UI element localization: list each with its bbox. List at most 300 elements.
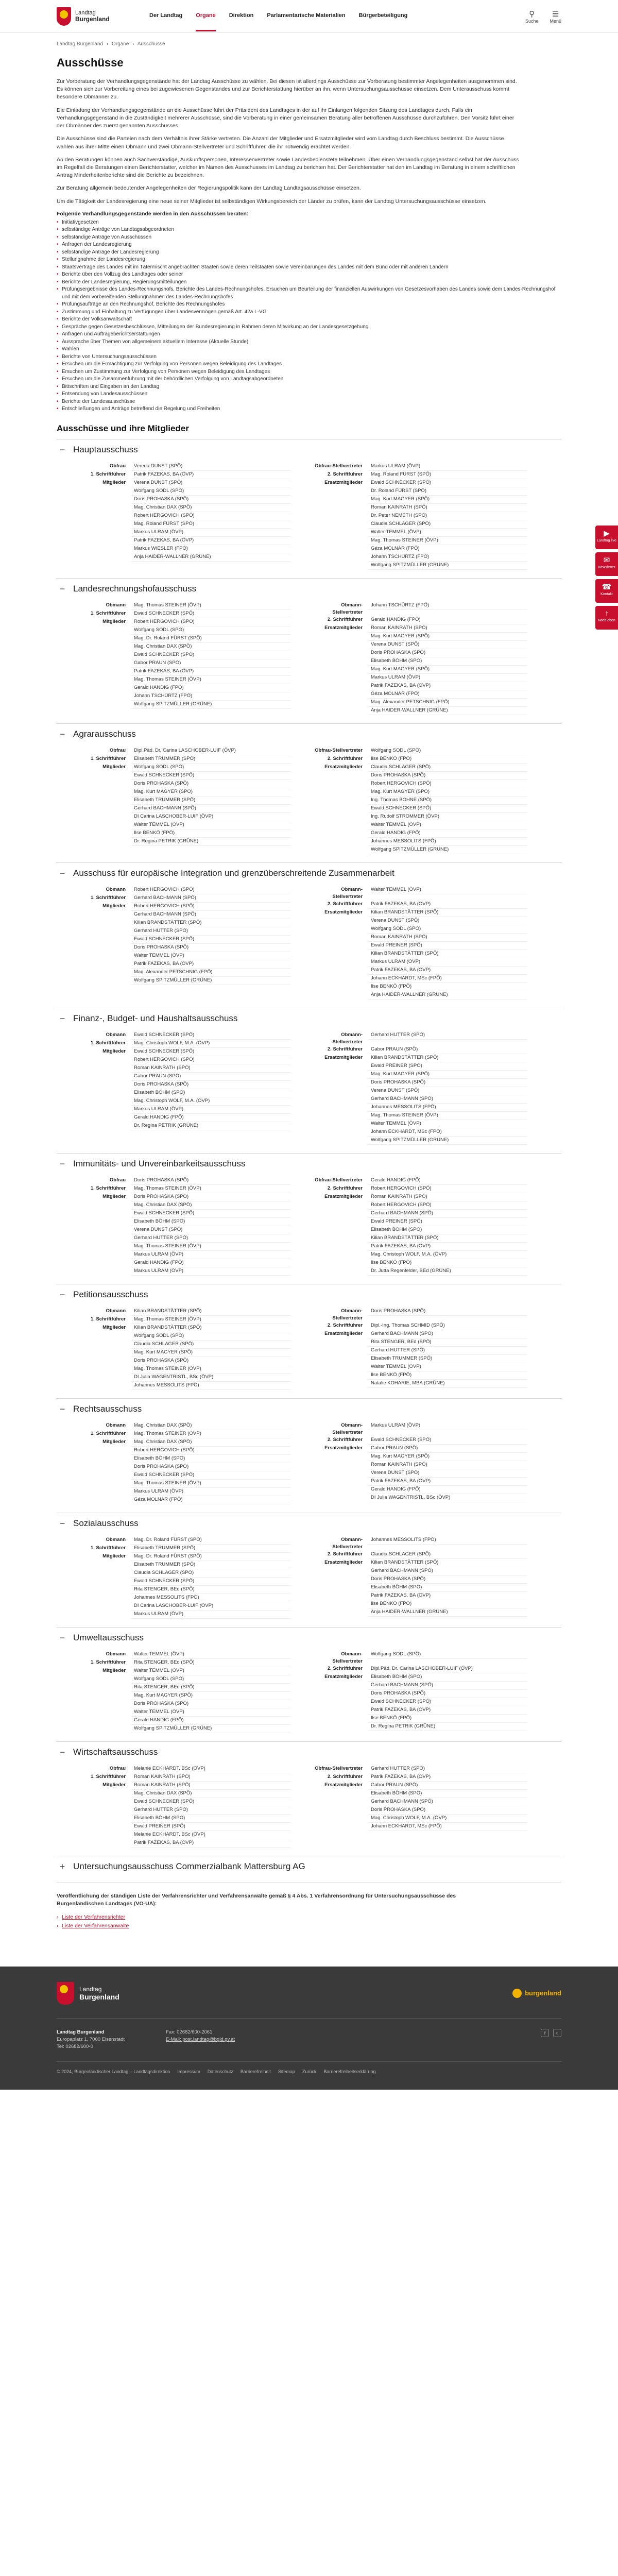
member-name[interactable]: Gerhard BACHMANN (SPÖ): [368, 1330, 527, 1338]
member-name[interactable]: Mag. Christoph WOLF, M.A. (ÖVP): [131, 1040, 290, 1048]
member-name[interactable]: Wolfgang SODL (SPÖ): [131, 1332, 290, 1341]
member-name[interactable]: Dr. Regina PETRIK (GRÜNE): [368, 1723, 527, 1731]
member-name[interactable]: Patrik FAZEKAS, BA (ÖVP): [131, 537, 290, 545]
accordion-header[interactable]: [57, 1154, 561, 1175]
intro-list-item: • Berichte über den Vollzug des Landtages oder seiner: [57, 271, 561, 279]
member-name[interactable]: Doris PROHASKA (SPÖ): [131, 1081, 290, 1089]
member-name[interactable]: Markus ULRAM (ÖVP): [368, 958, 527, 967]
member-name[interactable]: Ilse BENKÖ (FPÖ): [368, 983, 527, 991]
member-name[interactable]: Markus ULRAM (ÖVP): [131, 1267, 290, 1276]
member-name[interactable]: Mag. Christian DAX (SPÖ): [131, 504, 290, 512]
search-button[interactable]: [525, 9, 539, 24]
member-name[interactable]: Mag. Alexander PETSCHNIG (FPÖ): [131, 969, 290, 977]
member-name[interactable]: Ewald SCHNECKER (SPÖ): [131, 610, 290, 618]
member-name[interactable]: Ewald SCHNECKER (SPÖ): [131, 1048, 290, 1056]
member-name[interactable]: Natalie KOHARIE, MBA (GRÜNE): [368, 1380, 527, 1388]
member-name[interactable]: Wolfgang SPITZMÜLLER (GRÜNE): [368, 846, 527, 854]
member-name[interactable]: Gerhard HUTTER (SPÖ): [131, 1234, 290, 1243]
member-name[interactable]: Dr. Jutta Regenfelder, BEd (GRÜNE): [368, 1267, 527, 1276]
minus-icon: −: [59, 1518, 65, 1529]
member-name[interactable]: Kilian BRANDSTÄTTER (SPÖ): [131, 1324, 290, 1332]
member-name[interactable]: Dr. Regina PETRIK (GRÜNE): [131, 838, 290, 846]
member-name[interactable]: Johannes MESSOLITS (FPÖ): [131, 1382, 290, 1390]
member-name[interactable]: Walter TEMMEL (ÖVP): [131, 1667, 290, 1675]
member-name[interactable]: Gerald HANDIG (FPÖ): [368, 829, 527, 838]
member-name[interactable]: Mag. Thomas STEINER (ÖVP): [368, 537, 527, 545]
member-name[interactable]: Robert HERGOVICH (SPÖ): [368, 1185, 527, 1193]
member-name[interactable]: Wolfgang SODL (SPÖ): [368, 1651, 527, 1659]
accordion-header[interactable]: [57, 1628, 561, 1649]
instagram-icon[interactable]: ○: [553, 2029, 561, 2037]
member-name[interactable]: Mag. Thomas STEINER (ÖVP): [131, 1185, 290, 1193]
member-name[interactable]: Rita STENGER, BEd (SPÖ): [131, 1586, 290, 1594]
member-name[interactable]: Elisabeth BÖHM (SPÖ): [131, 1815, 290, 1823]
role-names: [368, 1330, 527, 1388]
member-name[interactable]: Elisabeth BÖHM (SPÖ): [131, 1455, 290, 1463]
member-name[interactable]: Gerhard HUTTER (SPÖ): [131, 1806, 290, 1815]
member-name[interactable]: Dipl.Päd. Dr. Carina LASCHOBER-LUIF (ÖVP): [131, 747, 290, 755]
member-name[interactable]: Doris PROHASKA (SPÖ): [131, 944, 290, 952]
nav-organe[interactable]: Organe: [196, 1, 216, 31]
member-name[interactable]: Patrik FAZEKAS, BA (ÖVP): [131, 1839, 290, 1848]
burgenland-brand-logo[interactable]: [512, 1989, 561, 1998]
member-name[interactable]: Ilse BENKÖ (FPÖ): [368, 1259, 527, 1267]
member-name[interactable]: Gerald HANDIG (FPÖ): [131, 1717, 290, 1725]
member-name[interactable]: Verena DUNST (SPÖ): [368, 1469, 527, 1478]
member-name[interactable]: Mag. Kurt MAGYER (SPÖ): [131, 1349, 290, 1357]
member-name[interactable]: DI Julia WAGENTRISTL, BSc (ÖVP): [368, 1494, 527, 1502]
member-name[interactable]: Kilian BRANDSTÄTTER (SPÖ): [368, 1559, 527, 1567]
member-name[interactable]: Markus WIESLER (FPÖ): [131, 545, 290, 553]
member-name[interactable]: Gerhard HUTTER (SPÖ): [368, 1031, 527, 1040]
accordion-header[interactable]: [57, 1742, 561, 1763]
member-name[interactable]: Elisabeth TRUMMER (SPÖ): [131, 1545, 290, 1553]
member-name[interactable]: Roman KAINRATH (SPÖ): [368, 504, 527, 512]
member-name[interactable]: Mag. Thomas STEINER (ÖVP): [131, 1365, 290, 1374]
member-name[interactable]: Rita STENGER, BEd (SPÖ): [368, 1338, 527, 1347]
member-name[interactable]: Gerald HANDIG (FPÖ): [131, 1114, 290, 1122]
member-name[interactable]: Johann TSCHÜRTZ (FPÖ): [131, 692, 290, 701]
member-name[interactable]: Doris PROHASKA (SPÖ): [131, 1177, 290, 1185]
member-name[interactable]: Robert HERGOVICH (SPÖ): [131, 886, 290, 894]
member-name[interactable]: Verena DUNST (SPÖ): [131, 463, 290, 471]
member-name[interactable]: Markus ULRAM (ÖVP): [368, 1422, 527, 1430]
member-name[interactable]: Markus ULRAM (ÖVP): [131, 1251, 290, 1259]
member-name[interactable]: Doris PROHASKA (SPÖ): [368, 649, 527, 657]
member-name[interactable]: Gerhard HUTTER (SPÖ): [368, 1765, 527, 1773]
member-name[interactable]: Mag. Kurt MAGYER (SPÖ): [368, 633, 527, 641]
member-name[interactable]: Gerhard HUTTER (SPÖ): [368, 1347, 527, 1355]
member-name[interactable]: Mag. Dr. Roland FÜRST (SPÖ): [131, 1553, 290, 1561]
member-name[interactable]: Anja HAIDER-WALLNER (GRÜNE): [368, 707, 527, 715]
member-name[interactable]: Ewald PREINER (SPÖ): [368, 942, 527, 950]
member-name[interactable]: Johann ECKHARDT, MSc (FPÖ): [368, 1128, 527, 1137]
member-name[interactable]: Walter TEMMEL (ÖVP): [131, 952, 290, 960]
member-name[interactable]: Wolfgang SODL (SPÖ): [131, 487, 290, 496]
member-name[interactable]: Mag. Christian DAX (SPÖ): [131, 1422, 290, 1430]
member-name[interactable]: Wolfgang SPITZMÜLLER (GRÜNE): [131, 701, 290, 709]
member-name[interactable]: Elisabeth TRUMMER (SPÖ): [131, 1561, 290, 1569]
member-name[interactable]: Patrik FAZEKAS, BA (ÖVP): [368, 1592, 527, 1600]
member-name[interactable]: Doris PROHASKA (SPÖ): [131, 1463, 290, 1471]
member-name[interactable]: Gerhard BACHMANN (SPÖ): [131, 894, 290, 903]
member-name[interactable]: Markus ULRAM (ÖVP): [131, 1106, 290, 1114]
site-header: [0, 0, 618, 33]
member-name[interactable]: Johannes MESSOLITS (FPÖ): [368, 838, 527, 846]
member-name[interactable]: Patrik FAZEKAS, BA (ÖVP): [368, 1706, 527, 1715]
member-name[interactable]: Kilian BRANDSTÄTTER (SPÖ): [368, 909, 527, 917]
member-name[interactable]: Walter TEMMEL (ÖVP): [131, 1651, 290, 1659]
member-name[interactable]: Rita STENGER, BEd (SPÖ): [131, 1659, 290, 1667]
member-name[interactable]: Gerhard BACHMANN (SPÖ): [368, 1682, 527, 1690]
member-name[interactable]: Elisabeth TRUMMER (SPÖ): [131, 796, 290, 805]
member-name[interactable]: Wolfgang SODL (SPÖ): [368, 747, 527, 755]
accordion-header[interactable]: [57, 1008, 561, 1029]
member-name[interactable]: Patrik FAZEKAS, BA (ÖVP): [368, 967, 527, 975]
member-name[interactable]: Ilse BENKÖ (FPÖ): [368, 1371, 527, 1380]
member-name[interactable]: Ilse BENKÖ (FPÖ): [368, 1715, 527, 1723]
member-name[interactable]: Walter TEMMEL (ÖVP): [131, 1708, 290, 1717]
member-name[interactable]: Verena DUNST (SPÖ): [368, 641, 527, 649]
member-name[interactable]: Mag. Christoph WOLF, M.A. (ÖVP): [368, 1815, 527, 1823]
member-name[interactable]: Anja HAIDER-WALLNER (GRÜNE): [368, 1608, 527, 1617]
member-name[interactable]: Wolfgang SODL (SPÖ): [131, 1675, 290, 1684]
member-name[interactable]: Kilian BRANDSTÄTTER (SPÖ): [131, 1308, 290, 1316]
role-names: [368, 1536, 527, 1551]
member-name[interactable]: Johannes MESSOLITS (FPÖ): [368, 1536, 527, 1545]
member-name[interactable]: DI Carina LASCHOBER-LUIF (ÖVP): [131, 813, 290, 821]
member-name[interactable]: Mag. Thomas STEINER (ÖVP): [131, 602, 290, 610]
member-name[interactable]: Johannes MESSOLITS (FPÖ): [368, 1104, 527, 1112]
footer-link-barrierefreiheit[interactable]: Barrierefreiheit: [240, 2069, 271, 2074]
member-name[interactable]: Mag. Christian DAX (SPÖ): [131, 1438, 290, 1447]
member-name[interactable]: Gerald HANDIG (FPÖ): [368, 1177, 527, 1185]
nav-der-landtag[interactable]: Der Landtag: [149, 12, 183, 19]
member-name[interactable]: Kilian BRANDSTÄTTER (SPÖ): [131, 919, 290, 927]
member-name[interactable]: Mag. Roland FÜRST (SPÖ): [131, 520, 290, 529]
member-name[interactable]: Doris PROHASKA (SPÖ): [368, 1308, 527, 1316]
section-title: Ausschüsse und ihre Mitglieder: [57, 423, 189, 433]
member-name[interactable]: Roman KAINRATH (SPÖ): [131, 1064, 290, 1073]
member-name[interactable]: Gerhard HUTTER (SPÖ): [131, 927, 290, 936]
member-name[interactable]: Verena DUNST (SPÖ): [368, 917, 527, 925]
member-name[interactable]: Doris PROHASKA (SPÖ): [131, 1357, 290, 1365]
member-name[interactable]: Roman KAINRATH (SPÖ): [368, 1193, 527, 1201]
member-name[interactable]: Markus ULRAM (ÖVP): [131, 529, 290, 537]
member-name[interactable]: Patrik FAZEKAS, BA (ÖVP): [368, 1478, 527, 1486]
side-button-contact[interactable]: [595, 579, 618, 603]
accordion-header[interactable]: [57, 579, 561, 600]
member-name[interactable]: Gabor PRAUN (SPÖ): [368, 1782, 527, 1790]
member-name[interactable]: Walter TEMMEL (ÖVP): [368, 821, 527, 829]
member-name[interactable]: Gerhard BACHMANN (SPÖ): [131, 911, 290, 919]
accordion-header[interactable]: [57, 1856, 561, 1877]
side-button-newsletter[interactable]: [595, 552, 618, 576]
member-name[interactable]: Roman KAINRATH (SPÖ): [131, 1782, 290, 1790]
member-name[interactable]: Patrik FAZEKAS, BA (ÖVP): [368, 1243, 527, 1251]
member-name[interactable]: Ewald SCHNECKER (SPÖ): [131, 772, 290, 780]
member-name[interactable]: Ewald SCHNECKER (SPÖ): [131, 1798, 290, 1806]
member-name[interactable]: Ewald PREINER (SPÖ): [368, 1218, 527, 1226]
member-name[interactable]: Elisabeth TRUMMER (SPÖ): [131, 755, 290, 764]
member-name[interactable]: Doris PROHASKA (SPÖ): [131, 1193, 290, 1201]
member-name[interactable]: Mag. Kurt MAGYER (SPÖ): [368, 1453, 527, 1461]
member-name[interactable]: DI Julia WAGENTRISTL, BSc (ÖVP): [131, 1374, 290, 1382]
member-name[interactable]: Ing. Thomas BOHNE (SPÖ): [368, 796, 527, 805]
member-name[interactable]: Johann TSCHÜRTZ (FPÖ): [368, 602, 527, 610]
menu-button[interactable]: [550, 9, 561, 24]
member-name[interactable]: Markus ULRAM (ÖVP): [368, 463, 527, 471]
member-name[interactable]: Ewald SCHNECKER (SPÖ): [131, 1471, 290, 1480]
accordion-header[interactable]: [57, 863, 561, 884]
member-name[interactable]: Doris PROHASKA (SPÖ): [368, 1079, 527, 1087]
member-name[interactable]: Patrik FAZEKAS, BA (ÖVP): [131, 668, 290, 676]
member-name[interactable]: Robert HERGOVICH (SPÖ): [131, 618, 290, 626]
member-name[interactable]: Dipl.-Ing. Thomas SCHMID (SPÖ): [368, 1322, 527, 1330]
member-name[interactable]: Patrik FAZEKAS, BA (ÖVP): [131, 471, 290, 479]
intro-list-item: • selbständige Anträge von Ausschüssen: [57, 234, 561, 242]
member-name[interactable]: Mag. Thomas STEINER (ÖVP): [368, 1112, 527, 1120]
member-name[interactable]: Gerald HANDIG (FPÖ): [368, 616, 527, 624]
member-name[interactable]: Ewald SCHNECKER (SPÖ): [368, 479, 527, 487]
site-logo[interactable]: [57, 7, 144, 26]
member-name[interactable]: Wolfgang SODL (SPÖ): [131, 764, 290, 772]
member-name[interactable]: Doris PROHASKA (SPÖ): [368, 1690, 527, 1698]
member-name[interactable]: Dr. Peter NEMETH (SPÖ): [368, 512, 527, 520]
member-name[interactable]: Mag. Alexander PETSCHNIG (FPÖ): [368, 699, 527, 707]
member-name[interactable]: Dipl.Päd. Dr. Carina LASCHOBER-LUIF (ÖVP): [368, 1665, 527, 1673]
role-names: [368, 1651, 527, 1665]
side-button-top[interactable]: [595, 606, 618, 630]
member-name[interactable]: Anja HAIDER-WALLNER (GRÜNE): [368, 991, 527, 999]
member-name[interactable]: Patrik FAZEKAS, BA (ÖVP): [368, 682, 527, 690]
role-row: [74, 463, 290, 471]
member-name[interactable]: Johannes MESSOLITS (FPÖ): [131, 1594, 290, 1602]
nav-direktion[interactable]: Direktion: [229, 12, 254, 19]
member-name[interactable]: Gabor PRAUN (SPÖ): [131, 1073, 290, 1081]
member-name[interactable]: Wolfgang SPITZMÜLLER (GRÜNE): [368, 562, 527, 570]
member-name[interactable]: Wolfgang SPITZMÜLLER (GRÜNE): [131, 977, 290, 985]
accordion-title: Umweltausschuss: [73, 1633, 144, 1643]
member-name[interactable]: Ewald SCHNECKER (SPÖ): [368, 805, 527, 813]
member-name[interactable]: Roman KAINRATH (SPÖ): [131, 1773, 290, 1782]
member-name[interactable]: Doris PROHASKA (SPÖ): [368, 772, 527, 780]
member-name[interactable]: Robert HERGOVICH (SPÖ): [131, 1447, 290, 1455]
member-name[interactable]: Gabor PRAUN (SPÖ): [368, 1445, 527, 1453]
member-name[interactable]: Ilse BENKÖ (FPÖ): [368, 755, 527, 764]
member-name[interactable]: Ewald SCHNECKER (SPÖ): [131, 651, 290, 659]
member-name[interactable]: Ewald PREINER (SPÖ): [368, 1062, 527, 1071]
footer-link-zurueck[interactable]: Zurück: [302, 2069, 317, 2074]
member-name[interactable]: Elisabeth BÖHM (SPÖ): [368, 1673, 527, 1682]
member-name[interactable]: Anja HAIDER-WALLNER (GRÜNE): [131, 553, 290, 562]
member-name[interactable]: Géza MOLNÁR (FPÖ): [368, 545, 527, 553]
breadcrumb-home[interactable]: Landtag Burgenland: [57, 41, 104, 47]
member-name[interactable]: Claudia SCHLAGER (SPÖ): [131, 1341, 290, 1349]
member-name[interactable]: Claudia SCHLAGER (SPÖ): [368, 764, 527, 772]
member-name[interactable]: Ewald SCHNECKER (SPÖ): [131, 1031, 290, 1040]
member-name[interactable]: Dr. Roland FÜRST (SPÖ): [368, 487, 527, 496]
accordion-header[interactable]: [57, 1513, 561, 1534]
nav-buergerbeteiligung[interactable]: Bürgerbeteiligung: [358, 12, 408, 19]
member-name[interactable]: Gerald HANDIG (FPÖ): [368, 1486, 527, 1494]
member-name[interactable]: Melanie ECKHARDT, BSc (ÖVP): [131, 1765, 290, 1773]
member-name[interactable]: Elisabeth BÖHM (SPÖ): [368, 1790, 527, 1798]
member-name[interactable]: Walter TEMMEL (ÖVP): [368, 1120, 527, 1128]
member-name[interactable]: Gerhard BACHMANN (SPÖ): [368, 1798, 527, 1806]
member-name[interactable]: Gerhard BACHMANN (SPÖ): [368, 1095, 527, 1104]
role-label: 1. Schriftführer: [90, 755, 126, 761]
member-name[interactable]: DI Carina LASCHOBER-LUIF (ÖVP): [131, 1602, 290, 1611]
member-name[interactable]: Johann ECKHARDT, MSc (FPÖ): [368, 975, 527, 983]
member-name[interactable]: Kilian BRANDSTÄTTER (SPÖ): [368, 1054, 527, 1062]
member-name[interactable]: Mag. Thomas STEINER (ÖVP): [131, 1480, 290, 1488]
member-name[interactable]: Ilse BENKÖ (FPÖ): [131, 829, 290, 838]
member-name[interactable]: Robert HERGOVICH (SPÖ): [368, 1201, 527, 1210]
member-name[interactable]: Gerald HANDIG (FPÖ): [131, 1259, 290, 1267]
accordion-header[interactable]: [57, 1284, 561, 1306]
member-name[interactable]: Mag. Kurt MAGYER (SPÖ): [368, 1071, 527, 1079]
member-name[interactable]: Verena DUNST (SPÖ): [131, 1226, 290, 1234]
member-name[interactable]: Gerhard BACHMANN (SPÖ): [368, 1567, 527, 1575]
member-name[interactable]: Robert HERGOVICH (SPÖ): [131, 512, 290, 520]
member-name[interactable]: Ewald SCHNECKER (SPÖ): [368, 1698, 527, 1706]
role-names: [368, 1308, 527, 1322]
member-name[interactable]: Dr. Regina PETRIK (GRÜNE): [131, 1122, 290, 1130]
member-name[interactable]: Ewald SCHNECKER (SPÖ): [131, 1578, 290, 1586]
member-name[interactable]: Robert HERGOVICH (SPÖ): [131, 1056, 290, 1064]
member-name[interactable]: Claudia SCHLAGER (SPÖ): [368, 520, 527, 529]
member-name[interactable]: Elisabeth BÖHM (SPÖ): [368, 657, 527, 666]
member-name[interactable]: Patrik FAZEKAS, BA (ÖVP): [368, 1773, 527, 1782]
member-name[interactable]: Kilian BRANDSTÄTTER (SPÖ): [368, 1234, 527, 1243]
member-name[interactable]: Wolfgang SPITZMÜLLER (GRÜNE): [131, 1725, 290, 1733]
member-name[interactable]: Mag. Roland FÜRST (SPÖ): [368, 471, 527, 479]
footer-logo[interactable]: [57, 1982, 119, 2005]
member-name[interactable]: Elisabeth BÖHM (SPÖ): [368, 1226, 527, 1234]
member-name[interactable]: Mag. Kurt MAGYER (SPÖ): [368, 666, 527, 674]
member-name[interactable]: Mag. Kurt MAGYER (SPÖ): [131, 1692, 290, 1700]
member-name[interactable]: Gerhard BACHMANN (SPÖ): [131, 805, 290, 813]
accordion-header[interactable]: [57, 724, 561, 745]
member-name[interactable]: Ing. Rudolf STROMMER (ÖVP): [368, 813, 527, 821]
footer-link-datenschutz[interactable]: Datenschutz: [207, 2069, 233, 2074]
member-name[interactable]: Mag. Christian DAX (SPÖ): [131, 1790, 290, 1798]
member-name[interactable]: Claudia SCHLAGER (SPÖ): [368, 1551, 527, 1559]
side-button-live[interactable]: [595, 526, 618, 549]
accordion-header[interactable]: [57, 439, 561, 461]
member-name[interactable]: Mag. Thomas STEINER (ÖVP): [131, 676, 290, 684]
member-name[interactable]: Roman KAINRATH (SPÖ): [368, 624, 527, 633]
member-name[interactable]: Mag. Christian DAX (SPÖ): [131, 1201, 290, 1210]
member-name[interactable]: Walter TEMMEL (ÖVP): [131, 821, 290, 829]
member-name[interactable]: Mag. Christoph WOLF, M.A. (ÖVP): [368, 1251, 527, 1259]
accordion-header[interactable]: [57, 1399, 561, 1420]
member-name[interactable]: Gerald HANDIG (FPÖ): [131, 684, 290, 692]
member-name[interactable]: Walter TEMMEL (ÖVP): [368, 886, 527, 894]
member-name[interactable]: Markus ULRAM (ÖVP): [131, 1488, 290, 1496]
member-name[interactable]: Doris PROHASKA (SPÖ): [131, 780, 290, 788]
member-name[interactable]: Walter TEMMEL (ÖVP): [368, 529, 527, 537]
member-name[interactable]: Markus ULRAM (ÖVP): [368, 674, 527, 682]
member-name[interactable]: Doris PROHASKA (SPÖ): [368, 1806, 527, 1815]
footer-link-barrierefreiheitserklaerung[interactable]: Barrierefreiheitserklärung: [323, 2069, 376, 2074]
member-name[interactable]: Mag. Thomas STEINER (ÖVP): [131, 1430, 290, 1438]
member-name[interactable]: Mag. Dr. Roland FÜRST (SPÖ): [131, 635, 290, 643]
facebook-icon[interactable]: f: [541, 2029, 549, 2037]
footer-link-impressum[interactable]: Impressum: [177, 2069, 200, 2074]
member-name[interactable]: Elisabeth BÖHM (SPÖ): [131, 1218, 290, 1226]
member-name[interactable]: Mag. Kurt MAGYER (SPÖ): [368, 496, 527, 504]
member-name[interactable]: Claudia SCHLAGER (SPÖ): [131, 1569, 290, 1578]
member-name[interactable]: Wolfgang SPITZMÜLLER (GRÜNE): [368, 1137, 527, 1145]
member-name[interactable]: Gerhard BACHMANN (SPÖ): [368, 1210, 527, 1218]
member-name[interactable]: Elisabeth TRUMMER (SPÖ): [368, 1355, 527, 1363]
member-name[interactable]: Johann TSCHÜRTZ (FPÖ): [368, 553, 527, 562]
member-name[interactable]: Mag. Thomas STEINER (ÖVP): [131, 1316, 290, 1324]
footer-email-link[interactable]: E-Mail: post.landtag@bgld.gv.at: [166, 2037, 235, 2043]
member-name[interactable]: Verena DUNST (SPÖ): [131, 479, 290, 487]
member-name[interactable]: Patrik FAZEKAS, BA (ÖVP): [131, 960, 290, 969]
member-name[interactable]: Roman KAINRATH (SPÖ): [368, 934, 527, 942]
member-name[interactable]: Rita STENGER, BEd (SPÖ): [131, 1684, 290, 1692]
member-name[interactable]: Verena DUNST (SPÖ): [368, 1087, 527, 1095]
member-name[interactable]: Ewald PREINER (SPÖ): [131, 1823, 290, 1831]
member-name[interactable]: Mag. Kurt MAGYER (SPÖ): [368, 788, 527, 796]
member-name[interactable]: Ilse BENKÖ (FPÖ): [368, 1600, 527, 1608]
member-name[interactable]: Géza MOLNÁR (FPÖ): [131, 1496, 290, 1504]
member-name[interactable]: Wolfgang SODL (SPÖ): [368, 925, 527, 934]
member-name[interactable]: Ewald SCHNECKER (SPÖ): [368, 1436, 527, 1445]
member-name[interactable]: Robert HERGOVICH (SPÖ): [368, 780, 527, 788]
member-name[interactable]: Mag. Dr. Roland FÜRST (SPÖ): [131, 1536, 290, 1545]
member-name[interactable]: Mag. Christoph WOLF, M.A. (ÖVP): [131, 1097, 290, 1106]
member-name[interactable]: Mag. Thomas STEINER (ÖVP): [131, 1243, 290, 1251]
member-name[interactable]: Johann ECKHARDT, MSc (FPÖ): [368, 1823, 527, 1831]
member-name[interactable]: Doris PROHASKA (SPÖ): [368, 1575, 527, 1584]
member-name[interactable]: Géza MOLNÁR (FPÖ): [368, 690, 527, 699]
member-name[interactable]: Robert HERGOVICH (SPÖ): [131, 903, 290, 911]
member-name[interactable]: Melanie ECKHARDT, BSc (ÖVP): [131, 1831, 290, 1839]
member-name[interactable]: Doris PROHASKA (SPÖ): [131, 1700, 290, 1708]
member-name[interactable]: Gabor PRAUN (SPÖ): [368, 1046, 527, 1054]
member-name[interactable]: Elisabeth BÖHM (SPÖ): [131, 1089, 290, 1097]
link-verfahrensrichter[interactable]: › Liste der Verfahrensrichter: [57, 1913, 561, 1922]
main-nav: [144, 1, 525, 31]
intro-list-item: • Wahlen: [57, 346, 561, 353]
member-name[interactable]: Doris PROHASKA (SPÖ): [131, 496, 290, 504]
member-name[interactable]: Kilian BRANDSTÄTTER (SPÖ): [368, 950, 527, 958]
nav-parlamentarische-materialien[interactable]: Parlamentarische Materialien: [267, 12, 346, 19]
member-name[interactable]: Mag. Kurt MAGYER (SPÖ): [131, 788, 290, 796]
member-name[interactable]: Gabor PRAUN (SPÖ): [131, 659, 290, 668]
member-name[interactable]: Walter TEMMEL (ÖVP): [368, 1363, 527, 1371]
footer-link-sitemap[interactable]: Sitemap: [278, 2069, 295, 2074]
link-verfahrensanwaelte[interactable]: › Liste der Verfahrensanwälte: [57, 1922, 561, 1930]
member-name[interactable]: Patrik FAZEKAS, BA (ÖVP): [368, 901, 527, 909]
member-name[interactable]: Mag. Christian DAX (SPÖ): [131, 643, 290, 651]
accordion-body: [57, 461, 561, 578]
member-name[interactable]: Roman KAINRATH (SPÖ): [368, 1461, 527, 1469]
role-label: Obmann: [106, 1651, 126, 1657]
member-name[interactable]: Elisabeth BÖHM (SPÖ): [368, 1584, 527, 1592]
member-name[interactable]: Ewald SCHNECKER (SPÖ): [131, 1210, 290, 1218]
breadcrumb-organe[interactable]: Organe: [111, 41, 129, 47]
role-label: Obmann-Stellvertreter: [332, 602, 363, 615]
member-name[interactable]: Wolfgang SODL (SPÖ): [131, 626, 290, 635]
member-name[interactable]: Markus ULRAM (ÖVP): [131, 1611, 290, 1619]
member-name[interactable]: Ewald SCHNECKER (SPÖ): [131, 936, 290, 944]
